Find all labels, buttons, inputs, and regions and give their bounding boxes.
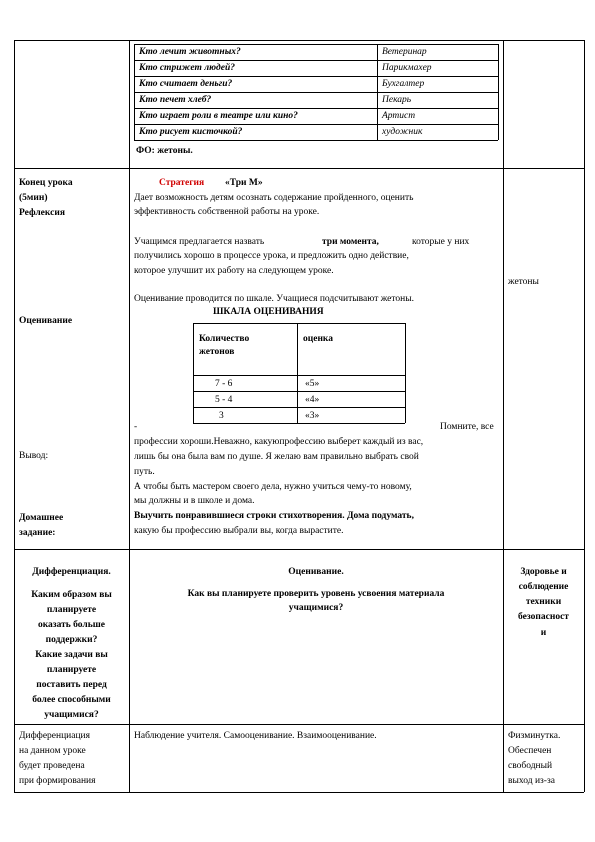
stage-reflection: Рефлексия (19, 208, 65, 218)
quiz-question: Кто считает деньги? (139, 79, 233, 89)
fo-note: ФО: жетоны. (136, 146, 193, 156)
safety-line: и (540, 628, 547, 638)
scale-grade: «4» (305, 395, 320, 405)
scale-count: 5 - 4 (215, 395, 233, 405)
scale-table-line (193, 423, 405, 424)
quiz-question: Кто печет хлеб? (139, 95, 212, 105)
scale-table-border (193, 323, 194, 423)
assessment-title: Оценивание. (288, 567, 344, 577)
paragraph-line: эффективность собственной работы на уроке. (134, 207, 320, 217)
diff-left-line: более способными (32, 695, 111, 705)
quiz-answer: Артист (382, 111, 416, 121)
paragraph-line: путь. (134, 467, 155, 477)
paragraph-line: которое улучшит их работу на следующем уроке. (134, 266, 334, 276)
last-right-line: Обеспечен (508, 746, 552, 756)
stage-assessment: Оценивание (19, 316, 73, 326)
diff-left-line: учащимися? (44, 710, 99, 720)
strategy-label: Стратегия (159, 178, 205, 188)
scale-header-grade: оценка (303, 334, 333, 344)
diff-left-line: планируете (46, 605, 97, 615)
paragraph-line: которые у них (412, 237, 470, 247)
quiz-question: Кто лечит животных? (139, 47, 241, 57)
table-column-divider-1 (129, 40, 130, 792)
scale-table-line (193, 407, 405, 408)
quiz-answer: Бухгалтер (382, 79, 425, 89)
dash-mark: - (134, 422, 138, 432)
safety-line: техники (525, 597, 562, 607)
paragraph-line: Дает возможность детям осознать содержание пройденного, оценить (134, 193, 414, 203)
stage-title: Конец урока (19, 178, 73, 188)
paragraph-line: Оценивание проводится по шкале. Учащиеся подсчитывают жетоны. (134, 294, 414, 304)
scale-table-line (193, 391, 405, 392)
scale-table-divider (297, 323, 298, 423)
paragraph-line: получились хорошо в процессе урока, и предложить одно действие, (134, 251, 409, 261)
diff-left-line: планируете (46, 665, 97, 675)
quiz-question: Кто стрижет людей? (139, 63, 236, 73)
strategy-name: «Три М» (225, 178, 263, 188)
quiz-answer: художник (382, 127, 423, 137)
last-left-line: на данном уроке (19, 746, 86, 756)
quiz-table-line (134, 92, 498, 93)
scale-header-count: Количество (199, 334, 250, 344)
assessment-question: Как вы планируете проверить уровень усвоения материала (187, 589, 445, 599)
scale-grade: «3» (305, 411, 320, 421)
homework-line: Выучить понравившиеся строки стихотворения. Дома подумать, (134, 511, 414, 521)
quiz-table-line (134, 108, 498, 109)
paragraph-line: лишь бы она была вам по душе. Я желаю вам правильно выбрать свой (134, 452, 419, 462)
last-left-line: будет проведена (19, 761, 85, 771)
scale-title: ШКАЛА ОЦЕНИВАНИЯ (213, 307, 324, 317)
paragraph-emphasis: три момента, (322, 237, 379, 247)
paragraph-line: профессии хороши.Неважно, какуюпрофессию выберет каждый из вас, (134, 437, 424, 447)
quiz-table-line (134, 76, 498, 77)
quiz-answer: Парикмахер (382, 63, 432, 73)
quiz-table-line (134, 60, 498, 61)
paragraph-line: Помните, все (440, 422, 494, 432)
last-right-line: Физминутка. (508, 731, 561, 741)
diff-left-line: Дифференциация. (32, 567, 111, 577)
diff-left-line: Какие задачи вы (35, 650, 108, 660)
diff-left-line: поддержки? (45, 635, 98, 645)
scale-count: 3 (219, 411, 224, 421)
paragraph-line: мы должны и в школе и дома. (134, 496, 255, 506)
last-mid-text: Наблюдение учителя. Самооценивание. Взаимооценивание. (134, 731, 377, 741)
last-left-line: Дифференциация (19, 731, 91, 741)
quiz-answer: Пекарь (382, 95, 412, 105)
table-border-right (584, 40, 585, 792)
quiz-table-line (134, 44, 498, 45)
stage-homework: Домашнее (19, 513, 64, 523)
quiz-question: Кто играет роли в театре или кино? (139, 111, 298, 121)
table-row-divider (14, 549, 584, 550)
scale-table-line (193, 375, 405, 376)
last-left-line: при формирования (19, 776, 96, 786)
quiz-question: Кто рисует кисточкой? (139, 127, 243, 137)
table-border-top (14, 40, 584, 41)
stage-homework: задание: (19, 528, 56, 538)
table-column-divider-2 (503, 40, 504, 792)
table-border-bottom (14, 792, 584, 793)
quiz-table-line (134, 124, 498, 125)
paragraph-line: А чтобы быть мастером своего дела, нужно учиться чему-то новому, (134, 482, 412, 492)
diff-left-line: поставить перед (36, 680, 107, 690)
homework-line: какую бы профессию выбрали вы, когда вырастите. (134, 526, 344, 536)
safety-line: Здоровье и (520, 567, 567, 577)
resources-tokens: жетоны (508, 277, 539, 287)
scale-table-border (405, 323, 406, 423)
quiz-table-line (134, 140, 498, 141)
diff-left-line: Каким образом вы (31, 590, 112, 600)
scale-header-count: жетонов (199, 347, 235, 357)
diff-left-line: оказать больше (37, 620, 106, 630)
last-right-line: выход из-за (508, 776, 555, 786)
quiz-table-border-right (498, 44, 499, 140)
last-right-line: свободный (508, 761, 553, 771)
table-row-divider (14, 724, 584, 725)
scale-table-line (193, 323, 405, 324)
scale-count: 7 - 6 (215, 379, 233, 389)
table-row-divider (14, 168, 584, 169)
quiz-answer: Ветеринар (382, 47, 427, 57)
stage-time: (5мин) (19, 193, 48, 203)
scale-grade: «5» (305, 379, 320, 389)
safety-line: безопасност (518, 612, 569, 622)
stage-conclusion: Вывод: (19, 451, 49, 461)
assessment-question: учащимися? (288, 603, 344, 613)
paragraph-line: Учащимся предлагается назвать (134, 237, 265, 247)
safety-line: соблюдение (518, 582, 569, 592)
